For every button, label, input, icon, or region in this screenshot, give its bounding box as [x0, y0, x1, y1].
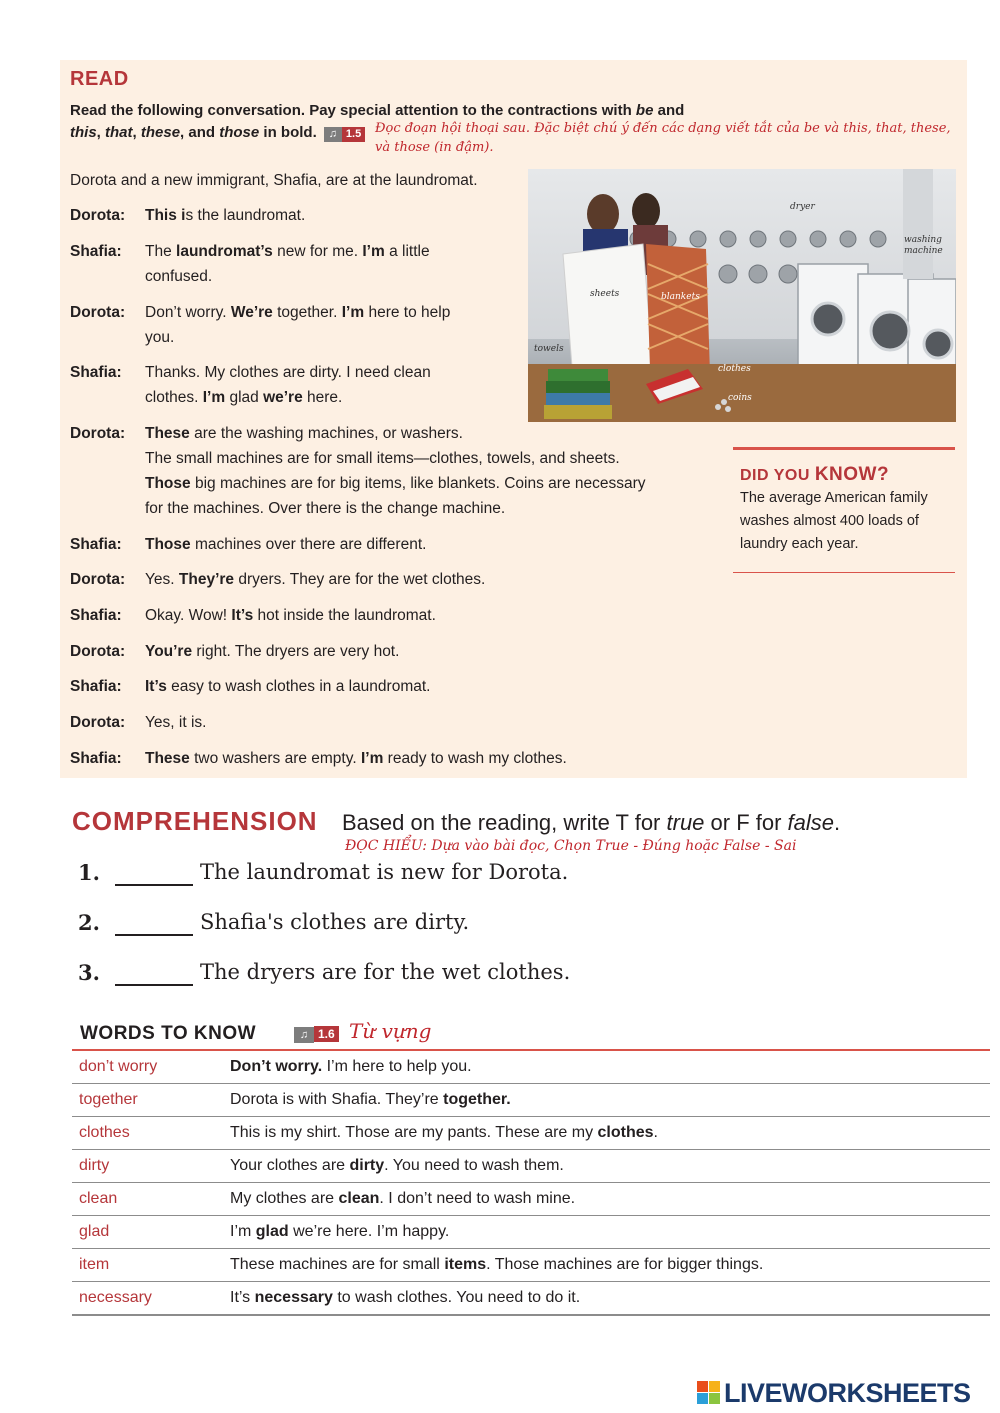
comp-instr-text: Based on the reading, write T for — [342, 810, 667, 835]
vocabulary-row — [72, 1117, 990, 1150]
vocabulary-table — [72, 1049, 990, 1316]
words-to-know-vietnamese: Từ vựng — [349, 1019, 432, 1043]
vocabulary-row — [72, 1051, 990, 1084]
logo-text: LIVEWORKSHEETS — [724, 1378, 971, 1408]
photo-label-washing: washing — [904, 235, 942, 245]
bold-text: I’m — [362, 243, 385, 260]
speaker-name: Dorota: — [70, 425, 126, 442]
vocabulary-row — [72, 1282, 990, 1316]
bold-text: I’m — [360, 750, 384, 767]
vocabulary-example — [230, 1157, 564, 1175]
text: . Those machines are for bigger things. — [486, 1256, 764, 1273]
text: machines over there are different. — [190, 536, 427, 553]
bold-text: We’re — [230, 304, 273, 321]
text: Thanks. My clothes are dirty. I need clean — [145, 364, 431, 381]
dialogue-text-line — [145, 446, 745, 471]
question-text: Shafia's clothes are dirty. — [200, 910, 470, 934]
instruction-text: Read the following conversation. Pay special attention to the contractions with — [70, 102, 636, 119]
text: here to help — [364, 304, 451, 321]
text: together. — [272, 304, 342, 321]
dialogue-text-line — [145, 674, 745, 699]
did-you-know-title — [740, 464, 889, 486]
text: Yes, it is. — [145, 714, 207, 731]
bold-text: together. — [443, 1091, 511, 1108]
text: It’s — [230, 1289, 255, 1306]
vocabulary-term: glad — [79, 1223, 110, 1240]
dialogue-intro: Dorota and a new immigrant, Shafia, are at the laundromat. — [70, 172, 478, 189]
question-number: 3. — [78, 960, 100, 985]
speaker-name: Shafia: — [70, 607, 122, 624]
comp-instr-text: or F for — [704, 810, 788, 835]
text: . I don’t need to wash mine. — [379, 1190, 576, 1207]
photo-label-clothes: clothes — [718, 364, 751, 374]
answer-blank-1[interactable] — [115, 884, 193, 886]
text: we’re here. I’m happy. — [288, 1223, 450, 1240]
question-text: The dryers are for the wet clothes. — [200, 960, 571, 984]
vocabulary-row — [72, 1183, 990, 1216]
did-you-know-box — [733, 447, 955, 573]
text: here. — [302, 389, 343, 406]
text: The — [145, 243, 177, 260]
bold-text: This i — [145, 207, 186, 224]
bold-text: They’re — [178, 571, 235, 588]
dialogue-text-line — [145, 471, 745, 496]
speaker-name: Dorota: — [70, 714, 126, 731]
question-number: 1. — [78, 860, 100, 885]
dialogue-text-line — [145, 710, 745, 735]
dialogue-text — [145, 639, 745, 664]
comp-instr-true: true — [666, 810, 705, 835]
text: Okay. Wow! — [145, 607, 232, 624]
laundromat-photo — [528, 169, 956, 422]
dialogue-text-line — [145, 603, 745, 628]
photo-label-towels: towels — [534, 344, 564, 354]
dialogue-text-line — [145, 421, 745, 446]
vocabulary-term: necessary — [79, 1289, 152, 1306]
text: s the laundromat. — [185, 207, 306, 224]
text: Yes. — [145, 571, 179, 588]
text: to wash clothes. You need to do it. — [332, 1289, 581, 1306]
bold-text: items — [444, 1256, 487, 1273]
text: big machines are for big items, like blankets. Coins are necessary — [190, 475, 646, 492]
bold-text: These — [145, 750, 190, 767]
vocabulary-example — [230, 1091, 511, 1109]
speaker-name: Shafia: — [70, 750, 122, 767]
vocabulary-example — [230, 1256, 763, 1274]
liveworksheets-logo — [697, 1378, 993, 1408]
text: new for me. — [272, 243, 363, 260]
bold-text: necessary — [254, 1289, 333, 1306]
text: Dorota is with Shafia. They’re — [230, 1091, 444, 1108]
vietnamese-instruction: Đọc đoạn hội thoại sau. Đặc biệt chú ý đến các dạng viết tắt của be và this, that, these, và those (in đậm). — [375, 121, 951, 155]
text: The small machines are for small items—clothes, towels, and sheets. — [145, 450, 620, 467]
vocabulary-term: dirty — [79, 1157, 110, 1174]
vocabulary-term: clean — [79, 1190, 118, 1207]
audio-track-button[interactable] — [324, 122, 365, 144]
text: . — [653, 1124, 658, 1141]
bold-text: Those — [145, 475, 191, 492]
text: confused. — [145, 268, 213, 285]
bold-text: clothes — [597, 1124, 654, 1141]
instruction-and: and — [188, 124, 216, 141]
photo-label-sheets: sheets — [590, 289, 620, 299]
bold-text: glad — [255, 1223, 289, 1240]
bold-text: I’m — [202, 389, 226, 406]
logo-mark-icon — [697, 1381, 721, 1405]
read-instruction: Read the following conversation. Pay special attention to the contractions with be and this, that, these, and those in bold. ♫ 1.5 — [70, 100, 710, 144]
bold-text: It’s — [145, 678, 167, 695]
text: you. — [145, 329, 175, 346]
instruction-text: and — [653, 102, 685, 119]
vocabulary-term: together — [79, 1091, 138, 1108]
photo-label-dryer: dryer — [790, 202, 815, 212]
text: Your clothes are — [230, 1157, 350, 1174]
text: two washers are empty. — [189, 750, 361, 767]
speaker-name: Dorota: — [70, 207, 126, 224]
vocabulary-example — [230, 1124, 658, 1142]
vocabulary-row — [72, 1150, 990, 1183]
bold-text: Don’t worry. — [230, 1058, 323, 1075]
speaker-name: Shafia: — [70, 678, 122, 695]
vocabulary-row — [72, 1216, 990, 1249]
text: a little — [384, 243, 430, 260]
speaker-name: Dorota: — [70, 304, 126, 321]
text: for the machines. Over there is the change machine. — [145, 500, 506, 517]
comp-instr-text: . — [834, 810, 841, 835]
dialogue-text-line — [145, 496, 745, 521]
text: clothes. — [145, 389, 203, 406]
dialogue-text — [145, 421, 745, 521]
text: My clothes are — [230, 1190, 339, 1207]
headphones-icon: ♫ — [294, 1027, 314, 1043]
bold-text: Those — [145, 536, 191, 553]
vocabulary-example — [230, 1289, 580, 1307]
answer-blank-3[interactable] — [115, 984, 193, 986]
dialogue-text — [145, 567, 745, 592]
bold-text: I’m — [341, 304, 365, 321]
text: are the washing machines, or washers. — [189, 425, 463, 442]
text: right. The dryers are very hot. — [192, 643, 400, 660]
instruction-those: those — [219, 124, 260, 141]
text: hot inside the laundromat. — [253, 607, 436, 624]
dialogue-text — [145, 710, 745, 735]
vocabulary-row — [72, 1084, 990, 1117]
words-to-know-title: WORDS TO KNOW — [80, 1023, 257, 1044]
speaker-name: Dorota: — [70, 571, 126, 588]
text: easy to wash clothes in a laundromat. — [166, 678, 431, 695]
photo-label-blankets: blankets — [661, 292, 700, 302]
vocabulary-example — [230, 1058, 472, 1076]
instruction-end: in bold. — [263, 124, 317, 141]
instruction-these: these — [140, 124, 181, 141]
text: ready to wash my clothes. — [383, 750, 567, 767]
speaker-name: Shafia: — [70, 243, 122, 260]
photo-label-machine: machine — [904, 246, 943, 256]
vocabulary-term: item — [79, 1256, 110, 1273]
audio-track-button[interactable] — [294, 1025, 339, 1043]
text: . You need to wash them. — [384, 1157, 564, 1174]
dialogue-text — [145, 603, 745, 628]
dialogue-text-line — [145, 746, 745, 771]
photo-label-coins: coins — [728, 393, 752, 403]
answer-blank-2[interactable] — [115, 934, 193, 936]
read-title: READ — [70, 68, 129, 90]
audio-track-number: 1.6 — [314, 1026, 339, 1042]
speaker-name: Dorota: — [70, 643, 126, 660]
bold-text: we’re — [263, 389, 303, 406]
text: These machines are for small — [230, 1256, 445, 1273]
speaker-name: Shafia: — [70, 536, 122, 553]
text: This is my shirt. Those are my pants. These are my — [230, 1124, 598, 1141]
text: I’m — [230, 1223, 256, 1240]
did-you-know-text: The average American family washes almost 400 loads of laundry each year. — [740, 490, 928, 552]
speaker-name: Shafia: — [70, 364, 122, 381]
headphones-icon: ♫ — [324, 127, 342, 142]
bold-text: laundromat’s — [176, 243, 273, 260]
dialogue-text — [145, 746, 745, 771]
bold-text: clean — [338, 1190, 380, 1207]
comp-instr-false: false — [787, 810, 835, 835]
question-text: The laundromat is new for Dorota. — [200, 860, 569, 884]
audio-track-number: 1.5 — [342, 127, 365, 142]
vocabulary-example — [230, 1190, 575, 1208]
bold-text: These — [145, 425, 190, 442]
vocabulary-row — [72, 1249, 990, 1282]
did-you-know-title-small: DID YOU — [740, 467, 815, 484]
text: Don’t worry. — [145, 304, 231, 321]
bold-text: It’s — [231, 607, 254, 624]
question-number: 2. — [78, 910, 100, 935]
text: I’m here to help you. — [322, 1058, 472, 1075]
did-you-know-title-big: KNOW? — [814, 464, 890, 485]
comprehension-vietnamese: ĐỌC HIỂU: Dựa vào bài đọc, Chọn True - Đúng hoặc False - Sai — [345, 838, 797, 854]
comprehension-title: COMPREHENSION — [72, 806, 318, 836]
vocabulary-term: clothes — [79, 1124, 130, 1141]
instruction-be: be — [635, 102, 654, 119]
vocabulary-example — [230, 1223, 449, 1241]
dialogue-text — [145, 532, 745, 557]
bold-text: You’re — [145, 643, 193, 660]
instruction-that: that — [105, 124, 133, 141]
bold-text: dirty — [349, 1157, 385, 1174]
dialogue-text-line — [145, 567, 745, 592]
dialogue-text-line — [145, 532, 745, 557]
dialogue-text — [145, 674, 745, 699]
text: glad — [225, 389, 264, 406]
instruction-this: this — [70, 124, 97, 141]
text: dryers. They are for the wet clothes. — [234, 571, 486, 588]
dialogue-text-line — [145, 639, 745, 664]
comprehension-instruction — [342, 810, 840, 836]
vocabulary-term: don’t worry — [79, 1058, 158, 1075]
